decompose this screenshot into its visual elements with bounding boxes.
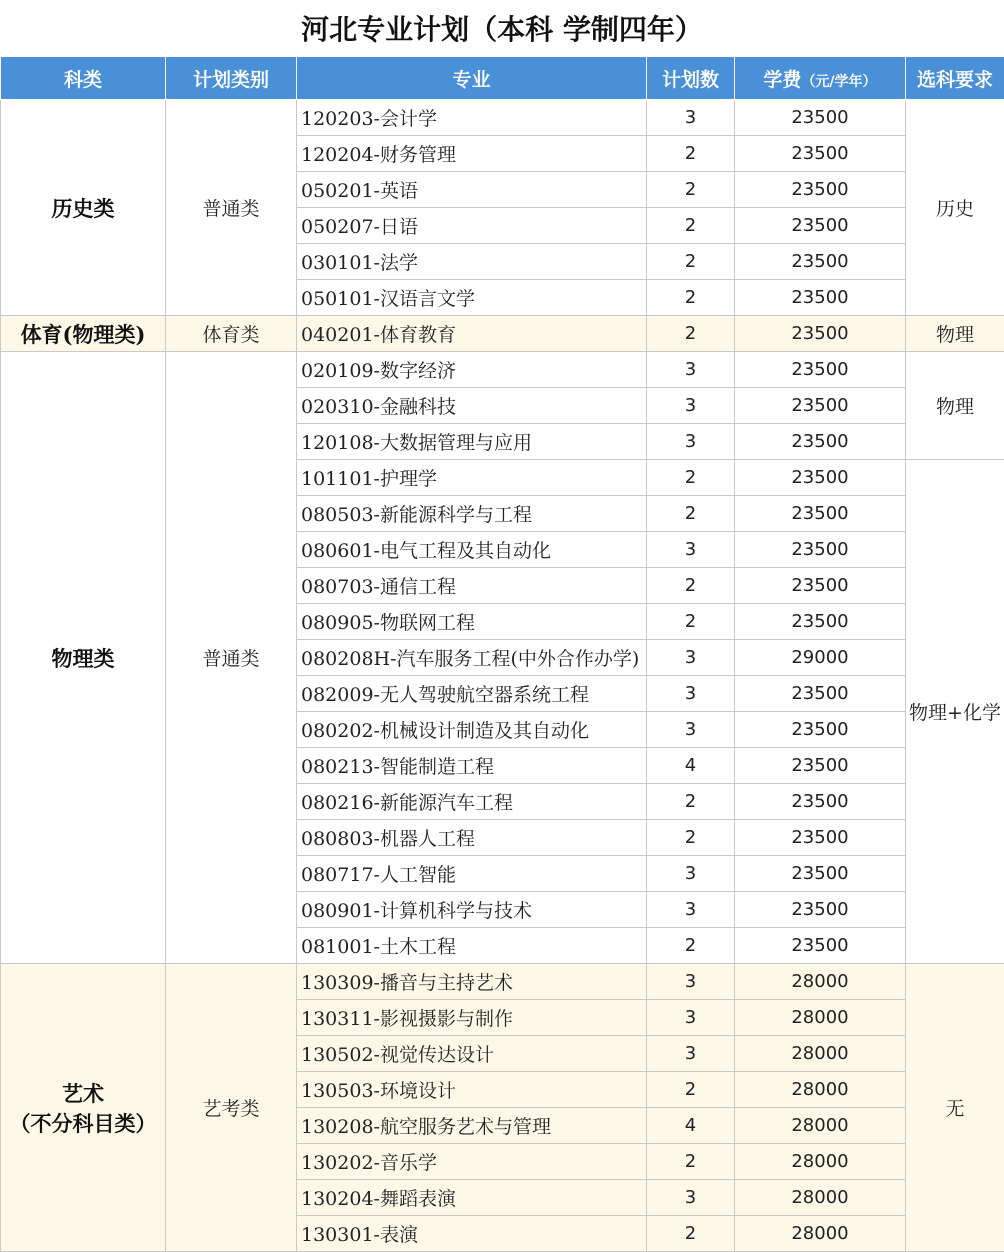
fee-cell: 23500	[735, 136, 906, 172]
count-cell: 3	[647, 100, 735, 136]
count-cell: 3	[647, 712, 735, 748]
fee-cell: 23500	[735, 172, 906, 208]
major-cell: 040201-体育教育	[297, 316, 647, 352]
subject-cell: 体育(物理类)	[1, 316, 166, 352]
fee-cell: 23500	[735, 856, 906, 892]
major-cell: 080803-机器人工程	[297, 820, 647, 856]
major-cell: 080213-智能制造工程	[297, 748, 647, 784]
category-cell: 艺考类	[166, 964, 297, 1252]
fee-cell: 23500	[735, 676, 906, 712]
count-cell: 2	[647, 496, 735, 532]
fee-cell: 23500	[735, 604, 906, 640]
count-cell: 2	[647, 820, 735, 856]
major-cell: 130204-舞蹈表演	[297, 1180, 647, 1216]
table-row	[1, 352, 1004, 388]
major-cell: 101101-护理学	[297, 460, 647, 496]
major-cell: 080905-物联网工程	[297, 604, 647, 640]
count-cell: 3	[647, 1000, 735, 1036]
major-cell: 020310-金融科技	[297, 388, 647, 424]
fee-cell: 28000	[735, 1144, 906, 1180]
fee-cell: 28000	[735, 1108, 906, 1144]
header-fee	[735, 57, 906, 100]
count-cell: 3	[647, 532, 735, 568]
major-cell: 080601-电气工程及其自动化	[297, 532, 647, 568]
header-major: 专业	[297, 57, 647, 100]
major-cell: 080703-通信工程	[297, 568, 647, 604]
fee-cell: 23500	[735, 352, 906, 388]
count-cell: 2	[647, 208, 735, 244]
fee-cell: 29000	[735, 640, 906, 676]
count-cell: 2	[647, 568, 735, 604]
fee-cell: 28000	[735, 1072, 906, 1108]
major-cell: 080901-计算机科学与技术	[297, 892, 647, 928]
major-cell: 050201-英语	[297, 172, 647, 208]
fee-cell: 23500	[735, 748, 906, 784]
major-cell: 130309-播音与主持艺术	[297, 964, 647, 1000]
fee-cell: 23500	[735, 892, 906, 928]
count-cell: 3	[647, 1036, 735, 1072]
major-cell: 050101-汉语言文学	[297, 280, 647, 316]
requirement-cell: 物理+化学	[906, 460, 1004, 964]
category-cell: 普通类	[166, 352, 297, 964]
fee-cell: 23500	[735, 244, 906, 280]
count-cell: 2	[647, 1216, 735, 1252]
fee-cell: 28000	[735, 964, 906, 1000]
count-cell: 2	[647, 316, 735, 352]
major-cell: 130208-航空服务艺术与管理	[297, 1108, 647, 1144]
fee-cell: 28000	[735, 1216, 906, 1252]
major-cell: 030101-法学	[297, 244, 647, 280]
major-cell: 050207-日语	[297, 208, 647, 244]
requirement-cell: 物理	[906, 352, 1004, 460]
fee-cell: 23500	[735, 928, 906, 964]
major-cell: 120108-大数据管理与应用	[297, 424, 647, 460]
header-category: 计划类别	[166, 57, 297, 100]
count-cell: 2	[647, 1144, 735, 1180]
major-cell: 080216-新能源汽车工程	[297, 784, 647, 820]
fee-cell: 23500	[735, 316, 906, 352]
count-cell: 3	[647, 856, 735, 892]
subject-cell: 历史类	[1, 100, 166, 316]
page-title: 河北专业计划（本科 学制四年）	[301, 13, 703, 46]
fee-cell: 23500	[735, 712, 906, 748]
fee-cell: 23500	[735, 280, 906, 316]
table-row	[1, 316, 1004, 352]
major-cell: 080208H-汽车服务工程(中外合作办学)	[297, 640, 647, 676]
fee-cell: 23500	[735, 820, 906, 856]
fee-cell: 23500	[735, 388, 906, 424]
count-cell: 2	[647, 784, 735, 820]
header-fee-unit: （元/学年）	[801, 73, 877, 90]
major-cell: 080202-机械设计制造及其自动化	[297, 712, 647, 748]
header-fee-label: 学费	[763, 68, 802, 91]
major-cell: 082009-无人驾驶航空器系统工程	[297, 676, 647, 712]
requirement-cell: 无	[906, 964, 1004, 1252]
subject-line2: （不分科目类）	[9, 1110, 157, 1136]
header-row	[1, 57, 1004, 100]
fee-cell: 23500	[735, 532, 906, 568]
major-cell: 081001-土木工程	[297, 928, 647, 964]
count-cell: 3	[647, 424, 735, 460]
count-cell: 2	[647, 460, 735, 496]
fee-cell: 28000	[735, 1000, 906, 1036]
count-cell: 4	[647, 748, 735, 784]
fee-cell: 23500	[735, 208, 906, 244]
category-cell: 普通类	[166, 100, 297, 316]
major-cell: 130503-环境设计	[297, 1072, 647, 1108]
major-cell: 080503-新能源科学与工程	[297, 496, 647, 532]
header-subject: 科类	[1, 57, 166, 100]
fee-cell: 28000	[735, 1180, 906, 1216]
major-cell: 130502-视觉传达设计	[297, 1036, 647, 1072]
table-row	[1, 100, 1004, 136]
category-cell: 体育类	[166, 316, 297, 352]
count-cell: 3	[647, 892, 735, 928]
count-cell: 3	[647, 352, 735, 388]
subject-line1: 艺术	[62, 1080, 104, 1106]
count-cell: 3	[647, 388, 735, 424]
header-requirement: 选科要求	[906, 57, 1004, 100]
count-cell: 2	[647, 244, 735, 280]
requirement-cell: 历史	[906, 100, 1004, 316]
major-cell: 130202-音乐学	[297, 1144, 647, 1180]
fee-cell: 23500	[735, 424, 906, 460]
subject-cell: 物理类	[1, 352, 166, 964]
count-cell: 2	[647, 928, 735, 964]
fee-cell: 23500	[735, 460, 906, 496]
major-cell: 080717-人工智能	[297, 856, 647, 892]
count-cell: 2	[647, 136, 735, 172]
fee-cell: 23500	[735, 784, 906, 820]
subject-cell	[1, 964, 166, 1252]
count-cell: 3	[647, 1180, 735, 1216]
count-cell: 2	[647, 172, 735, 208]
major-cell: 120204-财务管理	[297, 136, 647, 172]
plan-table	[0, 56, 1004, 1252]
major-cell: 020109-数字经济	[297, 352, 647, 388]
count-cell: 2	[647, 1072, 735, 1108]
count-cell: 4	[647, 1108, 735, 1144]
count-cell: 3	[647, 640, 735, 676]
count-cell: 3	[647, 676, 735, 712]
major-cell: 130311-影视摄影与制作	[297, 1000, 647, 1036]
fee-cell: 28000	[735, 1036, 906, 1072]
count-cell: 2	[647, 280, 735, 316]
count-cell: 3	[647, 964, 735, 1000]
fee-cell: 23500	[735, 496, 906, 532]
header-count: 计划数	[647, 57, 735, 100]
count-cell: 2	[647, 604, 735, 640]
fee-cell: 23500	[735, 100, 906, 136]
requirement-cell: 物理	[906, 316, 1004, 352]
table-row	[1, 964, 1004, 1000]
major-cell: 130301-表演	[297, 1216, 647, 1252]
fee-cell: 23500	[735, 568, 906, 604]
major-cell: 120203-会计学	[297, 100, 647, 136]
